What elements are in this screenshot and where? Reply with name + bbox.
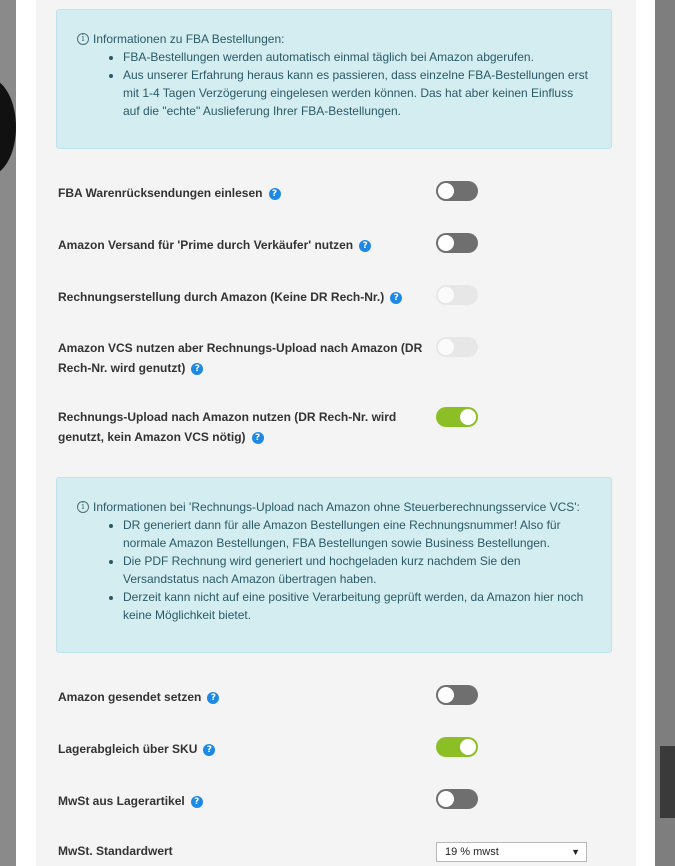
setting-label-stock-sync-sku [58,739,428,759]
help-icon[interactable]: ? [207,692,219,704]
toggle-knob [460,409,476,425]
setting-label-text: Rechnungs-Upload nach Amazon nutzen (DR Rech-Nr. wird genutzt, kein Amazon VCS nötig) [58,410,397,444]
info-box-upload-title-row [77,498,593,516]
setting-label-text: FBA Warenrücksendungen einlesen [58,186,263,200]
setting-label-prime-by-seller [58,235,428,255]
setting-label-text: Rechnungserstellung durch Amazon (Keine DR Rech-Nr.) [58,290,385,304]
setting-label-fba-returns [58,183,428,203]
help-icon[interactable]: ? [390,292,402,304]
toggle-fba-returns[interactable] [436,181,478,201]
info-box-fba-list [77,48,593,120]
toggle-vat-from-article[interactable] [436,789,478,809]
toggle-knob [438,287,454,303]
toggle-invoice-upload[interactable] [436,407,478,427]
toggle-vcs-upload[interactable] [436,337,478,357]
info-box-fba-title-row [77,30,593,48]
vat-default-label-text: MwSt. Standardwert [58,844,173,858]
info-box-fba-item: • FBA-Bestellungen werden automatisch einmal täglich bei Amazon abgerufen. [123,48,593,66]
setting-label-text: Amazon Versand für 'Prime durch Verkäufer' nutzen [58,238,354,252]
info-box-upload-title: Informationen bei 'Rechnungs-Upload nach Amazon ohne Steuerberechnungsservice VCS': [93,500,580,514]
help-icon[interactable]: ? [203,744,215,756]
vat-default-label [58,841,428,861]
help-icon[interactable]: ? [191,796,203,808]
help-icon[interactable]: ? [359,240,371,252]
setting-label-amazon-invoicing [58,287,428,307]
toggle-knob [438,235,454,251]
setting-label-amazon-shipped [58,687,428,707]
info-box-fba [56,9,612,149]
settings-modal [16,0,655,866]
toggle-amazon-shipped[interactable] [436,685,478,705]
vat-default-value: 19 % mwst [445,846,499,858]
toggle-amazon-invoicing[interactable] [436,285,478,305]
setting-label-invoice-upload [58,407,408,447]
toggle-knob [438,687,454,703]
info-box-invoice-upload [56,477,612,653]
backdrop-right-shape [660,746,675,818]
info-icon: i [77,501,89,513]
toggle-knob [460,739,476,755]
setting-label-text: Amazon gesendet setzen [58,690,202,704]
info-box-upload-item: • DR generiert dann für alle Amazon Bestellungen eine Rechnungsnummer! Also für normale Amazon Bestellungen, FBA Bestellungen sowie Business Bestellungen. [123,516,593,552]
info-icon: i [77,33,89,45]
setting-label-text: MwSt aus Lagerartikel [58,794,185,808]
help-icon[interactable]: ? [252,432,264,444]
toggle-knob [438,183,454,199]
setting-label-text: Lagerabgleich über SKU [58,742,198,756]
setting-label-vat-from-article [58,791,428,811]
chevron-down-icon: ▼ [571,847,580,857]
setting-label-vcs-upload [58,338,430,378]
vat-default-select[interactable] [436,842,587,862]
info-box-upload-item: • Die PDF Rechnung wird generiert und hochgeladen kurz nachdem Sie den Versandstatus nach Amazon übertragen haben. [123,552,593,588]
backdrop-right [655,0,675,866]
help-icon[interactable]: ? [191,363,203,375]
toggle-knob [438,339,454,355]
info-box-upload-list [77,516,593,624]
toggle-prime-by-seller[interactable] [436,233,478,253]
info-box-fba-title: Informationen zu FBA Bestellungen: [93,32,285,46]
info-box-upload-item: • Derzeit kann nicht auf eine positive Verarbeitung geprüft werden, da Amazon hier noch keine Möglichkeit bietet. [123,588,593,624]
toggle-knob [438,791,454,807]
toggle-stock-sync-sku[interactable] [436,737,478,757]
amazon-settings-panel [36,0,636,866]
info-box-fba-item: • Aus unserer Erfahrung heraus kann es passieren, dass einzelne FBA-Bestellungen erst mit 1-4 Tagen Verzögerung eingelesen werden können. Das hat aber keinen Einfluss auf die "echte" Auslieferung Ihrer FBA-Bestellungen. [123,66,593,120]
help-icon[interactable]: ? [269,188,281,200]
setting-label-text: Amazon VCS nutzen aber Rechnungs-Upload nach Amazon (DR Rech-Nr. wird genutzt) [58,341,423,375]
